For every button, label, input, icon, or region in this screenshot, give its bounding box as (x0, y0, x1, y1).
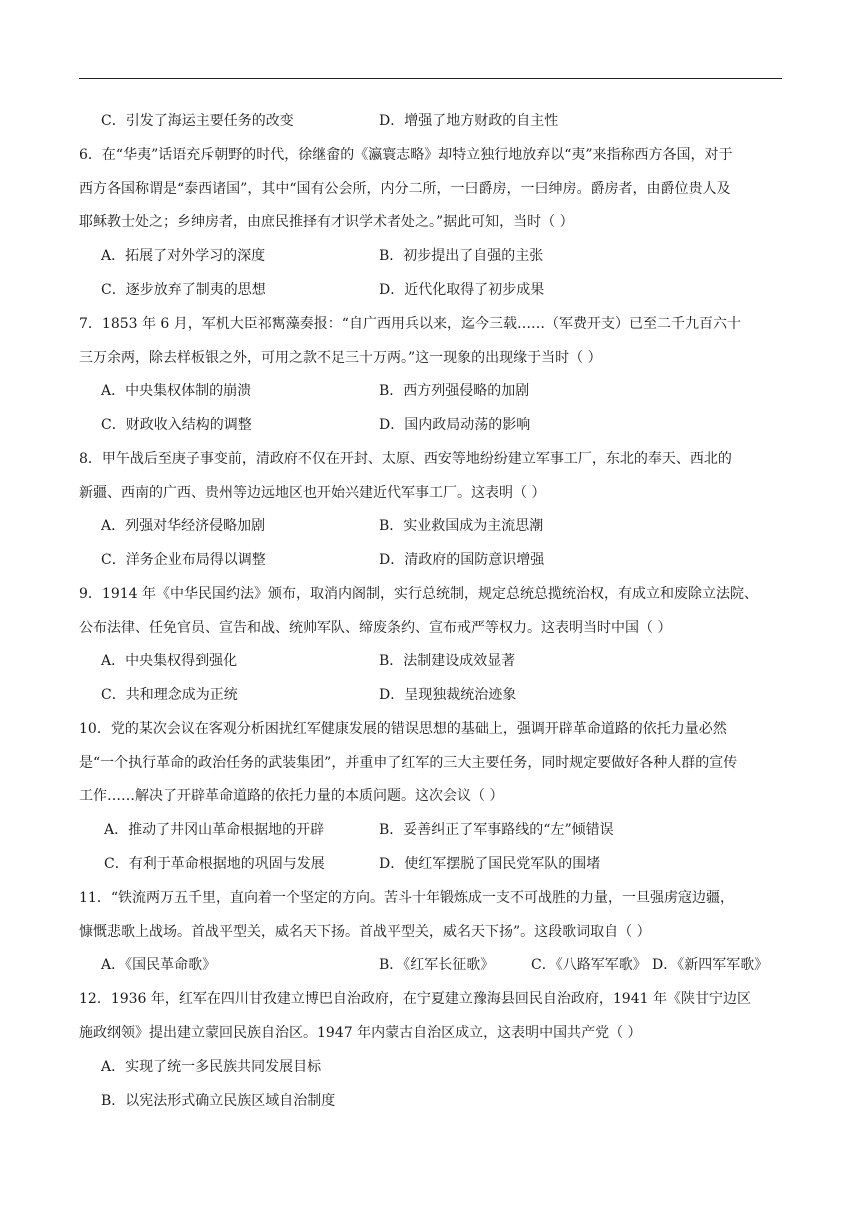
q6-option-a: A．拓展了对外学习的深度 (101, 248, 266, 264)
q7-stem-line2: 三万余两，除去样板银之外，可用之款不足三十万两。”这一现象的出现缘于当时（ ） (79, 350, 602, 366)
q8-option-a: A．列强对华经济侵略加剧 (101, 518, 266, 534)
q7-option-b: B．西方列强侵略的加剧 (379, 383, 530, 399)
q11-stem-line1: 11．“铁流两万五千里，直向着一个坚定的方向。苦斗十年锻炼成一支不可战胜的力量，一旦强虏寇边疆， (79, 890, 734, 906)
q10-stem-line1: 10．党的某次会议在客观分析困扰红军健康发展的错误思想的基础上，强调开辟革命道路的依托力量必然 (79, 721, 727, 737)
q9-option-b: B．法制建设成效显著 (379, 653, 516, 669)
q11-option-d: D．《新四军军歌》 (652, 957, 769, 973)
q9-stem-line1: 9．1914 年《中华民国约法》颁布，取消内阁制，实行总统制，规定总统总揽统治权，有成立和废除立法院、 (79, 586, 758, 602)
q6-option-d: D．近代化取得了初步成果 (379, 282, 545, 298)
q5-option-d: D．增强了地方财政的自主性 (379, 113, 559, 129)
q10-stem-line2: 是“一个执行革命的政治任务的武装集团”，并重申了红军的三大主要任务，同时规定要做好各种人群的宣传 (79, 755, 738, 771)
q7-option-c: C．财政收入结构的调整 (101, 417, 252, 433)
q12-option-b: B．以宪法形式确立民族区域自治制度 (101, 1093, 336, 1109)
q10-option-b: B．妥善纠正了军事路线的“左”倾错误 (379, 822, 614, 838)
q10-option-d: D．使红军摆脱了国民党军队的围堵 (379, 856, 601, 872)
q10-option-a: A．推动了井冈山革命根据地的开辟 (104, 822, 325, 838)
q6-option-c: C．逐步放弃了制夷的思想 (101, 282, 266, 298)
q9-stem-line2: 公布法律、任免官员、宣告和战、统帅军队、缔废条约、宣布戒严等权力。这表明当时中国（ ） (79, 620, 672, 636)
q7-option-a: A．中央集权体制的崩溃 (101, 383, 252, 399)
q11-stem-line2: 慷慨悲歌上战场。首战平型关，威名天下扬。首战平型关，威名天下扬”。这段歌词取自（ ） (79, 924, 651, 940)
q8-stem-line1: 8．甲午战后至庚子事变前，清政府不仅在开封、太原、西安等地纷纷建立军事工厂，东北的奉天、西北的 (79, 451, 732, 467)
q9-option-d: D．呈现独裁统治迹象 (379, 687, 517, 703)
q6-stem-line2: 西方各国称谓是“泰西诸国”，其中“国有公会所，内分二所，一曰爵房，一曰绅房。爵房者，由爵位贵人及 (79, 181, 731, 197)
q12-option-a: A．实现了统一多民族共同发展目标 (101, 1059, 322, 1075)
q6-stem-line3: 耶稣教士处之；乡绅房者，由庶民推择有才识学术者处之。”据此可知，当时（ ） (79, 214, 574, 230)
q5-option-c: C．引发了海运主要任务的改变 (101, 113, 294, 129)
header-rule (79, 78, 782, 79)
q12-stem-line2: 施政纲领》提出建立蒙回民族自治区。1947 年内蒙古自治区成立，这表明中国共产党（ ） (79, 1025, 642, 1041)
q11-option-a: A．《国民革命歌》 (101, 957, 217, 973)
q7-option-d: D．国内政局动荡的影响 (379, 417, 531, 433)
q8-option-c: C．洋务企业布局得以调整 (101, 552, 266, 568)
q12-stem-line1: 12．1936 年，红军在四川甘孜建立博巴自治政府，在宁夏建立豫海县回民自治政府，1941 年《陕甘宁边区 (79, 991, 751, 1007)
q8-option-d: D．清政府的国防意识增强 (379, 552, 545, 568)
q9-option-a: A．中央集权得到强化 (101, 653, 238, 669)
q10-option-c: C．有利于革命根据地的巩固与发展 (104, 856, 325, 872)
q11-option-b: B．《红军长征歌》 (379, 957, 495, 973)
q8-stem-line2: 新疆、西南的广西、贵州等边远地区也开始兴建近代军事工厂。这表明（ ） (79, 485, 546, 501)
q11-option-c: C．《八路军军歌》 (531, 957, 647, 973)
q7-stem-line1: 7．1853 年 6 月，军机大臣祁寯藻奏报：“自广西用兵以来，迄今三载……（军费开支）已至二千九百六十 (79, 316, 741, 332)
q9-option-c: C．共和理念成为正统 (101, 687, 238, 703)
q6-option-b: B．初步提出了自强的主张 (379, 248, 544, 264)
q10-stem-line3: 工作……解决了开辟革命道路的依托力量的本质问题。这次会议（ ） (79, 788, 504, 804)
q6-stem-line1: 6．在“华夷”话语充斥朝野的时代，徐继畲的《瀛寰志略》却特立独行地放弃以“夷”来指称西方各国，对于 (79, 147, 733, 163)
q8-option-b: B．实业救国成为主流思潮 (379, 518, 544, 534)
